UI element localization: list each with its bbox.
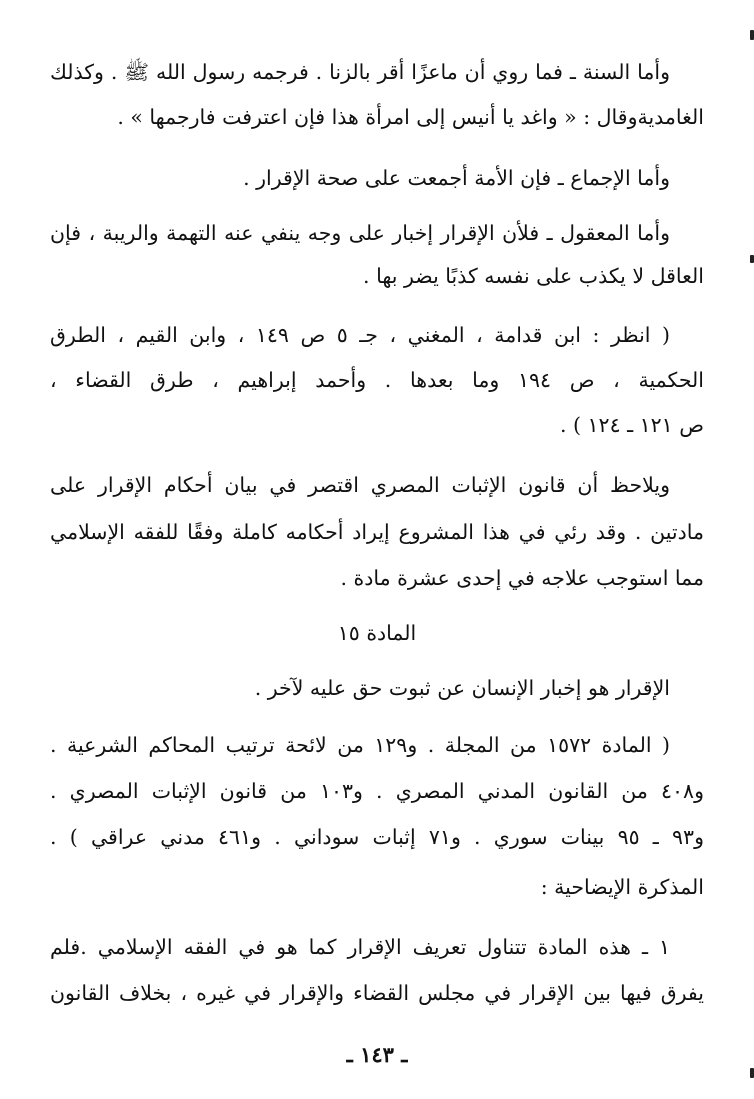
text-line: ص ١٢١ ـ ١٢٤ ) . — [560, 413, 704, 437]
text-line: الغامديةوقال : « واغد يا أنيس إلى امرأة هذا فإن اعترفت فارجمها » . — [117, 105, 704, 129]
text-line: ( انظر : ابن قدامة ، المغني ، جـ ٥ ص ١٤٩ ، وابن القيم ، الطرق — [50, 323, 670, 347]
text-line: و٤٠٨ من القانون المدني المصري . و١٠٣ من قانون الإثبات المصري . — [50, 779, 704, 803]
text-line: ( المادة ١٥٧٢ من المجلة . و١٢٩ من لائحة ترتيب المحاكم الشرعية . — [50, 733, 670, 757]
text-line: الإقرار هو إخبار الإنسان عن ثبوت حق عليه لآخر . — [254, 676, 670, 700]
article-heading: المادة ١٥ — [337, 621, 417, 645]
text-line: ويلاحظ أن قانون الإثبات المصري اقتصر في بيان أحكام الإقرار على — [50, 473, 670, 497]
text-line: المذكرة الإيضاحية : — [540, 875, 704, 899]
text-line: العاقل لا يكذب على نفسه كذبًا يضر بها . — [363, 264, 704, 288]
text-line: وأما السنة ـ فما روي أن ماعزًا أقر بالزنا . فرجمه رسول الله ﷺ . وكذلك — [50, 60, 670, 84]
scan-edge-mark — [750, 255, 754, 263]
text-line: وأما الإجماع ـ فإن الأمة أجمعت على صحة الإقرار . — [243, 166, 670, 190]
scan-edge-mark — [750, 1068, 754, 1078]
scan-edge-mark — [750, 30, 754, 40]
text-line: مادتين . وقد رئي في هذا المشروع إيراد أحكامه كاملة وفقًا للفقه الإسلامي — [50, 520, 704, 544]
text-line: و٩٣ ـ ٩٥ بينات سوري . و٧١ إثبات سوداني . و٤٦١ مدني عراقي ) . — [50, 825, 704, 849]
text-line: مما استوجب علاجه في إحدى عشرة مادة . — [340, 566, 704, 590]
text-line: ١ ـ هذه المادة تتناول تعريف الإقرار كما هو في الفقه الإسلامي .فلم — [50, 935, 670, 959]
text-line: وأما المعقول ـ فلأن الإقرار إخبار على وجه ينفي عنه التهمة والريبة ، فإن — [50, 221, 670, 245]
text-line: الحكمية ، ص ١٩٤ وما بعدها . وأحمد إبراهيم ، طرق القضاء ، — [50, 368, 704, 392]
text-line: يفرق فيها بين الإقرار في مجلس القضاء والإقرار في غيره ، بخلاف القانون — [50, 981, 704, 1005]
page-number: ـ ١٤٣ ـ — [346, 1042, 408, 1067]
